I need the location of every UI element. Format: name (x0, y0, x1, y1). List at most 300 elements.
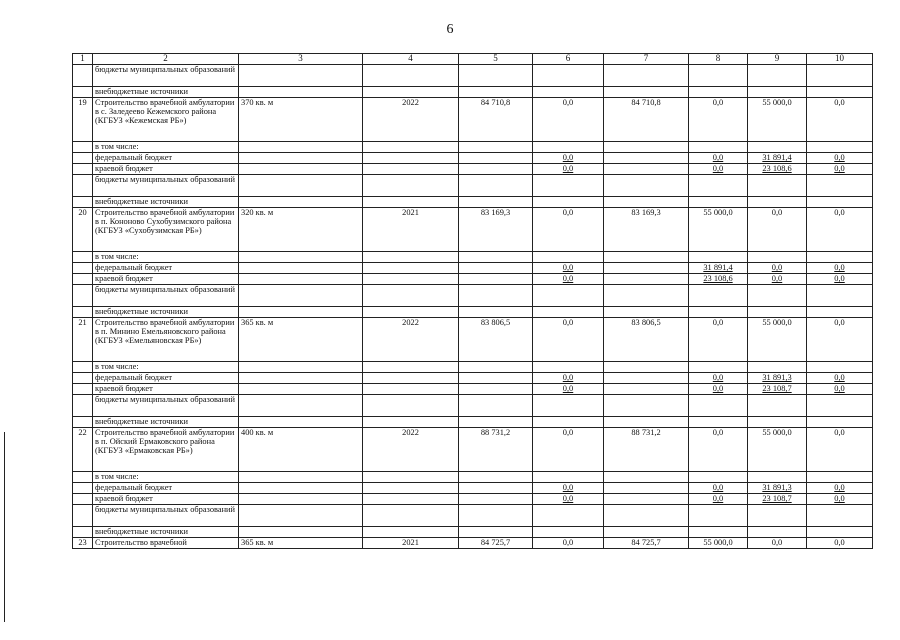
value-col8 (689, 395, 748, 417)
scan-edge-line (4, 432, 5, 622)
source-year (363, 197, 459, 208)
col-header-1: 1 (73, 54, 93, 65)
source-row (73, 395, 873, 417)
source-year (363, 505, 459, 527)
value-col7 (604, 142, 689, 153)
value-col5 (459, 395, 533, 417)
row-number (73, 87, 93, 98)
value-col10 (807, 395, 873, 417)
value-col5 (459, 252, 533, 263)
value-col9 (748, 472, 807, 483)
row-number (73, 197, 93, 208)
source-capacity (239, 505, 363, 527)
col-header-6: 6 (533, 54, 604, 65)
row-number (73, 142, 93, 153)
source-row (73, 384, 873, 395)
value-col8: 0,0 (689, 98, 748, 142)
value-col8: 0,0 (689, 373, 748, 384)
value-col10: 0,0 (807, 428, 873, 472)
value-col9 (748, 285, 807, 307)
value-col9: 0,0 (748, 263, 807, 274)
row-number (73, 373, 93, 384)
source-row (73, 307, 873, 318)
source-label: федеральный бюджет (93, 373, 239, 384)
value-col7 (604, 87, 689, 98)
value-col10: 0,0 (807, 274, 873, 285)
value-col8 (689, 197, 748, 208)
source-year (363, 153, 459, 164)
source-label: федеральный бюджет (93, 483, 239, 494)
project-year: 2021 (363, 538, 459, 549)
col-header-8: 8 (689, 54, 748, 65)
source-capacity (239, 65, 363, 87)
value-col7 (604, 483, 689, 494)
value-col10 (807, 142, 873, 153)
value-col10 (807, 65, 873, 87)
col-header-3: 3 (239, 54, 363, 65)
project-year: 2022 (363, 318, 459, 362)
source-capacity (239, 285, 363, 307)
source-row (73, 263, 873, 274)
row-number: 20 (73, 208, 93, 252)
value-col5 (459, 274, 533, 285)
value-col6: 0,0 (533, 428, 604, 472)
source-year (363, 494, 459, 505)
value-col5: 84 725,7 (459, 538, 533, 549)
value-col5 (459, 285, 533, 307)
source-label: краевой бюджет (93, 274, 239, 285)
value-col8 (689, 362, 748, 373)
value-col8: 31 891,4 (689, 263, 748, 274)
value-col7 (604, 197, 689, 208)
source-capacity (239, 252, 363, 263)
project-capacity: 370 кв. м (239, 98, 363, 142)
value-col9 (748, 362, 807, 373)
value-col6: 0,0 (533, 164, 604, 175)
value-col10: 0,0 (807, 98, 873, 142)
value-col10: 0,0 (807, 538, 873, 549)
row-number: 23 (73, 538, 93, 549)
value-col9: 23 108,7 (748, 494, 807, 505)
value-col5 (459, 142, 533, 153)
value-col8: 0,0 (689, 428, 748, 472)
source-label: в том числе: (93, 362, 239, 373)
source-row (73, 175, 873, 197)
value-col10 (807, 252, 873, 263)
value-col8 (689, 142, 748, 153)
source-row (73, 87, 873, 98)
value-col6 (533, 175, 604, 197)
source-year (363, 417, 459, 428)
project-row (73, 208, 873, 252)
source-row (73, 483, 873, 494)
value-col8 (689, 472, 748, 483)
value-col5 (459, 87, 533, 98)
source-capacity (239, 373, 363, 384)
value-col8 (689, 307, 748, 318)
value-col10 (807, 417, 873, 428)
col-header-4: 4 (363, 54, 459, 65)
value-col6 (533, 527, 604, 538)
value-col5: 83 169,3 (459, 208, 533, 252)
value-col10 (807, 197, 873, 208)
value-col7 (604, 472, 689, 483)
project-row (73, 98, 873, 142)
value-col5 (459, 175, 533, 197)
source-row (73, 373, 873, 384)
source-year (363, 175, 459, 197)
source-label: краевой бюджет (93, 384, 239, 395)
source-row (73, 252, 873, 263)
value-col7 (604, 65, 689, 87)
source-capacity (239, 175, 363, 197)
value-col7 (604, 494, 689, 505)
value-col9 (748, 307, 807, 318)
source-capacity (239, 384, 363, 395)
project-capacity: 365 кв. м (239, 318, 363, 362)
project-year: 2021 (363, 208, 459, 252)
value-col8 (689, 505, 748, 527)
value-col10 (807, 362, 873, 373)
source-label: внебюджетные источники (93, 197, 239, 208)
value-col6: 0,0 (533, 263, 604, 274)
source-row (73, 65, 873, 87)
financing-table (72, 53, 873, 549)
source-year (363, 362, 459, 373)
value-col5 (459, 417, 533, 428)
value-col8: 0,0 (689, 384, 748, 395)
value-col10: 0,0 (807, 494, 873, 505)
source-row (73, 274, 873, 285)
source-label: бюджеты муниципальных образований (93, 175, 239, 197)
source-label: в том числе: (93, 252, 239, 263)
value-col10 (807, 527, 873, 538)
source-label: федеральный бюджет (93, 153, 239, 164)
value-col6 (533, 197, 604, 208)
value-col5: 84 710,8 (459, 98, 533, 142)
value-col7 (604, 274, 689, 285)
value-col6 (533, 285, 604, 307)
value-col7 (604, 362, 689, 373)
row-number (73, 483, 93, 494)
value-col5 (459, 505, 533, 527)
source-capacity (239, 417, 363, 428)
value-col5 (459, 384, 533, 395)
value-col10 (807, 472, 873, 483)
value-col6: 0,0 (533, 208, 604, 252)
value-col9: 55 000,0 (748, 318, 807, 362)
source-label: бюджеты муниципальных образований (93, 65, 239, 87)
source-year (363, 164, 459, 175)
row-number (73, 285, 93, 307)
project-name: Строительство врачебной (93, 538, 239, 549)
value-col8: 0,0 (689, 318, 748, 362)
value-col10 (807, 175, 873, 197)
value-col7: 88 731,2 (604, 428, 689, 472)
source-capacity (239, 164, 363, 175)
value-col7 (604, 252, 689, 263)
project-capacity: 365 кв. м (239, 538, 363, 549)
project-name: Строительство врачебной амбулатории в п. Минино Емельяновского района (КГБУЗ «Емельяновская РБ») (93, 318, 239, 362)
value-col6 (533, 505, 604, 527)
value-col10 (807, 87, 873, 98)
row-number (73, 164, 93, 175)
source-label: бюджеты муниципальных образований (93, 285, 239, 307)
row-number (73, 307, 93, 318)
value-col9 (748, 175, 807, 197)
row-number (73, 175, 93, 197)
source-capacity (239, 274, 363, 285)
value-col7: 84 725,7 (604, 538, 689, 549)
value-col10: 0,0 (807, 384, 873, 395)
value-col6 (533, 87, 604, 98)
value-col6 (533, 362, 604, 373)
source-capacity (239, 142, 363, 153)
value-col8: 23 108,6 (689, 274, 748, 285)
value-col6: 0,0 (533, 98, 604, 142)
source-year (363, 384, 459, 395)
value-col5 (459, 164, 533, 175)
value-col9: 0,0 (748, 538, 807, 549)
value-col8 (689, 175, 748, 197)
col-header-2: 2 (93, 54, 239, 65)
value-col7: 84 710,8 (604, 98, 689, 142)
value-col10: 0,0 (807, 318, 873, 362)
value-col10: 0,0 (807, 483, 873, 494)
value-col7 (604, 307, 689, 318)
source-label: в том числе: (93, 472, 239, 483)
value-col7: 83 806,5 (604, 318, 689, 362)
source-capacity (239, 494, 363, 505)
value-col9: 0,0 (748, 274, 807, 285)
value-col6 (533, 65, 604, 87)
value-col9 (748, 197, 807, 208)
row-number (73, 65, 93, 87)
source-row (73, 153, 873, 164)
value-col10 (807, 307, 873, 318)
source-label: внебюджетные источники (93, 527, 239, 538)
value-col6: 0,0 (533, 153, 604, 164)
value-col9 (748, 87, 807, 98)
value-col8: 0,0 (689, 164, 748, 175)
source-year (363, 395, 459, 417)
project-name: Строительство врачебной амбулатории в п. Кононово Сухобузимского района (КГБУЗ «Сухобузимская РБ») (93, 208, 239, 252)
value-col5 (459, 373, 533, 384)
row-number (73, 274, 93, 285)
source-row (73, 505, 873, 527)
value-col9: 0,0 (748, 208, 807, 252)
project-name: Строительство врачебной амбулатории в с. Заледеево Кежемского района (КГБУЗ «Кежемская РБ») (93, 98, 239, 142)
source-row (73, 362, 873, 373)
value-col7 (604, 164, 689, 175)
value-col5: 88 731,2 (459, 428, 533, 472)
value-col7 (604, 153, 689, 164)
source-label: федеральный бюджет (93, 263, 239, 274)
value-col5 (459, 153, 533, 164)
value-col6: 0,0 (533, 318, 604, 362)
value-col6: 0,0 (533, 483, 604, 494)
source-year (363, 87, 459, 98)
col-header-5: 5 (459, 54, 533, 65)
value-col5 (459, 65, 533, 87)
source-label: краевой бюджет (93, 494, 239, 505)
value-col9: 55 000,0 (748, 428, 807, 472)
source-year (363, 373, 459, 384)
value-col6 (533, 417, 604, 428)
value-col5 (459, 307, 533, 318)
source-row (73, 164, 873, 175)
source-capacity (239, 362, 363, 373)
source-row (73, 527, 873, 538)
source-year (363, 285, 459, 307)
value-col5 (459, 494, 533, 505)
source-label: краевой бюджет (93, 164, 239, 175)
value-col5 (459, 483, 533, 494)
value-col9 (748, 65, 807, 87)
value-col6 (533, 307, 604, 318)
source-label: внебюджетные источники (93, 417, 239, 428)
source-label: внебюджетные источники (93, 87, 239, 98)
source-year (363, 142, 459, 153)
source-capacity (239, 527, 363, 538)
col-header-9: 9 (748, 54, 807, 65)
value-col7 (604, 285, 689, 307)
value-col9 (748, 527, 807, 538)
source-label: внебюджетные источники (93, 307, 239, 318)
source-capacity (239, 197, 363, 208)
row-number: 19 (73, 98, 93, 142)
row-number (73, 252, 93, 263)
value-col8: 55 000,0 (689, 538, 748, 549)
source-capacity (239, 263, 363, 274)
row-number: 22 (73, 428, 93, 472)
source-year (363, 263, 459, 274)
value-col6 (533, 142, 604, 153)
source-year (363, 472, 459, 483)
row-number: 21 (73, 318, 93, 362)
source-year (363, 252, 459, 263)
value-col7 (604, 505, 689, 527)
project-year: 2022 (363, 98, 459, 142)
value-col10: 0,0 (807, 208, 873, 252)
value-col9 (748, 142, 807, 153)
value-col5 (459, 362, 533, 373)
row-number (73, 153, 93, 164)
source-year (363, 274, 459, 285)
value-col6: 0,0 (533, 538, 604, 549)
value-col10: 0,0 (807, 164, 873, 175)
value-col6: 0,0 (533, 494, 604, 505)
value-col7 (604, 384, 689, 395)
value-col7 (604, 527, 689, 538)
row-number (73, 472, 93, 483)
value-col9: 23 108,6 (748, 164, 807, 175)
source-label: в том числе: (93, 142, 239, 153)
value-col5: 83 806,5 (459, 318, 533, 362)
value-col8 (689, 285, 748, 307)
source-row (73, 494, 873, 505)
source-capacity (239, 307, 363, 318)
col-header-7: 7 (604, 54, 689, 65)
value-col9: 31 891,3 (748, 373, 807, 384)
source-capacity (239, 472, 363, 483)
row-number (73, 395, 93, 417)
value-col9: 31 891,3 (748, 483, 807, 494)
project-capacity: 400 кв. м (239, 428, 363, 472)
value-col9: 55 000,0 (748, 98, 807, 142)
row-number (73, 384, 93, 395)
source-capacity (239, 395, 363, 417)
value-col5 (459, 197, 533, 208)
value-col6: 0,0 (533, 373, 604, 384)
value-col5 (459, 263, 533, 274)
project-row (73, 538, 873, 549)
value-col7 (604, 263, 689, 274)
value-col8: 0,0 (689, 483, 748, 494)
row-number (73, 505, 93, 527)
source-label: бюджеты муниципальных образований (93, 505, 239, 527)
value-col7 (604, 395, 689, 417)
value-col9: 31 891,4 (748, 153, 807, 164)
value-col6 (533, 252, 604, 263)
value-col6 (533, 395, 604, 417)
value-col8 (689, 252, 748, 263)
row-number (73, 494, 93, 505)
value-col10 (807, 285, 873, 307)
source-capacity (239, 153, 363, 164)
row-number (73, 527, 93, 538)
value-col8 (689, 527, 748, 538)
source-row (73, 197, 873, 208)
value-col10 (807, 505, 873, 527)
value-col5 (459, 472, 533, 483)
value-col9 (748, 252, 807, 263)
value-col5 (459, 527, 533, 538)
row-number (73, 417, 93, 428)
value-col8: 0,0 (689, 494, 748, 505)
col-header-10: 10 (807, 54, 873, 65)
value-col8 (689, 65, 748, 87)
project-row (73, 318, 873, 362)
value-col10: 0,0 (807, 263, 873, 274)
source-capacity (239, 483, 363, 494)
value-col8 (689, 417, 748, 428)
value-col8 (689, 87, 748, 98)
value-col10: 0,0 (807, 153, 873, 164)
source-row (73, 285, 873, 307)
value-col7 (604, 175, 689, 197)
column-number-row (73, 54, 873, 65)
value-col7 (604, 373, 689, 384)
value-col9 (748, 505, 807, 527)
source-label: бюджеты муниципальных образований (93, 395, 239, 417)
project-capacity: 320 кв. м (239, 208, 363, 252)
row-number (73, 362, 93, 373)
value-col8: 55 000,0 (689, 208, 748, 252)
value-col9: 23 108,7 (748, 384, 807, 395)
source-capacity (239, 87, 363, 98)
value-col7 (604, 417, 689, 428)
project-row (73, 428, 873, 472)
project-name: Строительство врачебной амбулатории в п. Ойский Ермаковского района (КГБУЗ «Ермаковская РБ») (93, 428, 239, 472)
source-year (363, 65, 459, 87)
value-col9 (748, 417, 807, 428)
value-col7: 83 169,3 (604, 208, 689, 252)
source-year (363, 483, 459, 494)
value-col8: 0,0 (689, 153, 748, 164)
value-col10: 0,0 (807, 373, 873, 384)
project-year: 2022 (363, 428, 459, 472)
